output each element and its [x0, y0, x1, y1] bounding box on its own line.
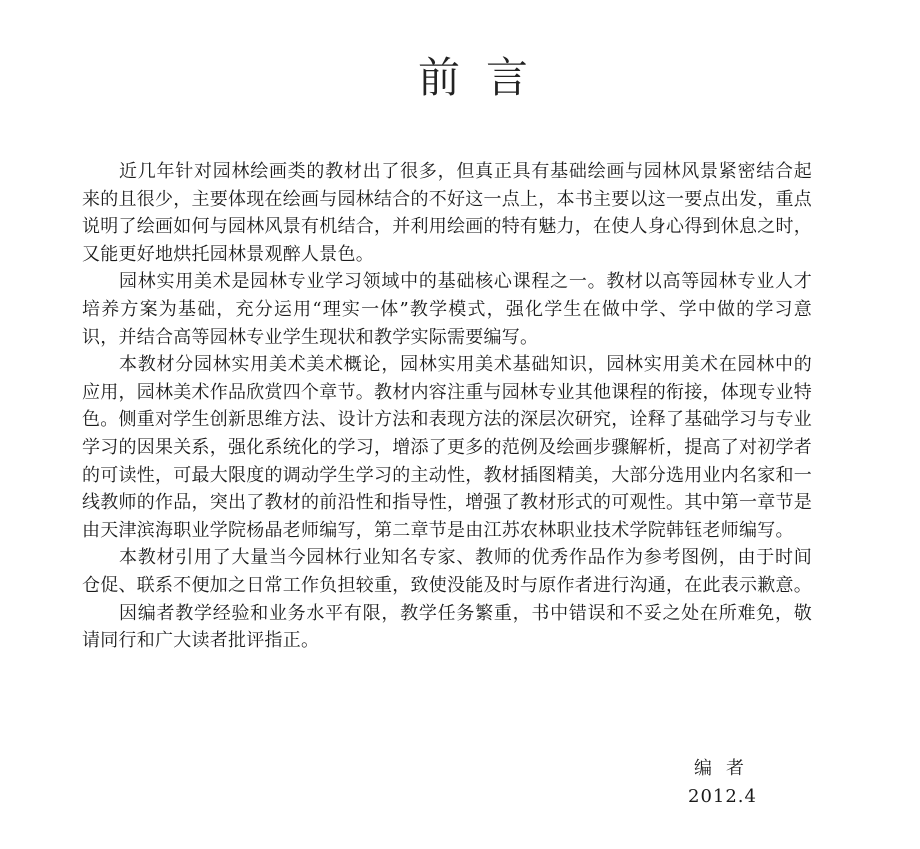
paragraph-3: 本教材分园林实用美术美术概论，园林实用美术基础知识，园林实用美术在园林中的应用，园林美术作品欣赏四个章节。教材内容注重与园林专业其他课程的衔接，体现专业特色。侧重对学生创新思维方法、设计方法和表现方法的深层次研究，诠释了基础学习与专业学习的因果关系，强化系统化的学习，增添了更多的范例及绘画步骤解析，提高了对初学者的可读性，可最大限度的调动学生学习的主动性，教材插图精美，大部分选用业内名家和一线教师的作品，突出了教材的前沿性和指导性，增强了教材形式的可观性。其中第一章节是由天津滨海职业学院杨晶老师编写，第二章节是由江苏农林职业技术学院韩钰老师编写。: [82, 354, 812, 541]
paragraph-2: 园林实用美术是园林专业学习领域中的基础核心课程之一。教材以高等园林专业人才培养方案为基础，充分运用“理实一体”教学模式，强化学生在做中学、学中做的学习意识，并结合高等园林专业学生现状和教学实际需要编写。: [82, 271, 812, 348]
preface-body: [82, 158, 812, 655]
signature-block: [688, 755, 758, 811]
paragraph-1: 近几年针对园林绘画类的教材出了很多，但真正具有基础绘画与园林风景紧密结合起来的且很少，主要体现在绘画与园林结合的不好这一点上，本书主要以这一要点出发，重点说明了绘画如何与园林风景有机结合，并利用绘画的特有魅力，在使人身心得到休息之时，又能更好地烘托园林景观醉人景色。: [82, 161, 812, 265]
signature-date: 2012.4: [688, 786, 757, 807]
signature-author: 编者: [694, 758, 758, 779]
paragraph-4: 本教材引用了大量当今园林行业知名专家、教师的优秀作品作为参考图例，由于时间仓促、联系不便加之日常工作负担较重，致使没能及时与原作者进行沟通，在此表示歉意。: [82, 547, 812, 596]
page-title: 前言: [417, 53, 554, 102]
paragraph-5: 因编者教学经验和业务水平有限，教学任务繁重，书中错误和不妥之处在所难免，敬请同行和广大读者批评指正。: [82, 602, 812, 652]
